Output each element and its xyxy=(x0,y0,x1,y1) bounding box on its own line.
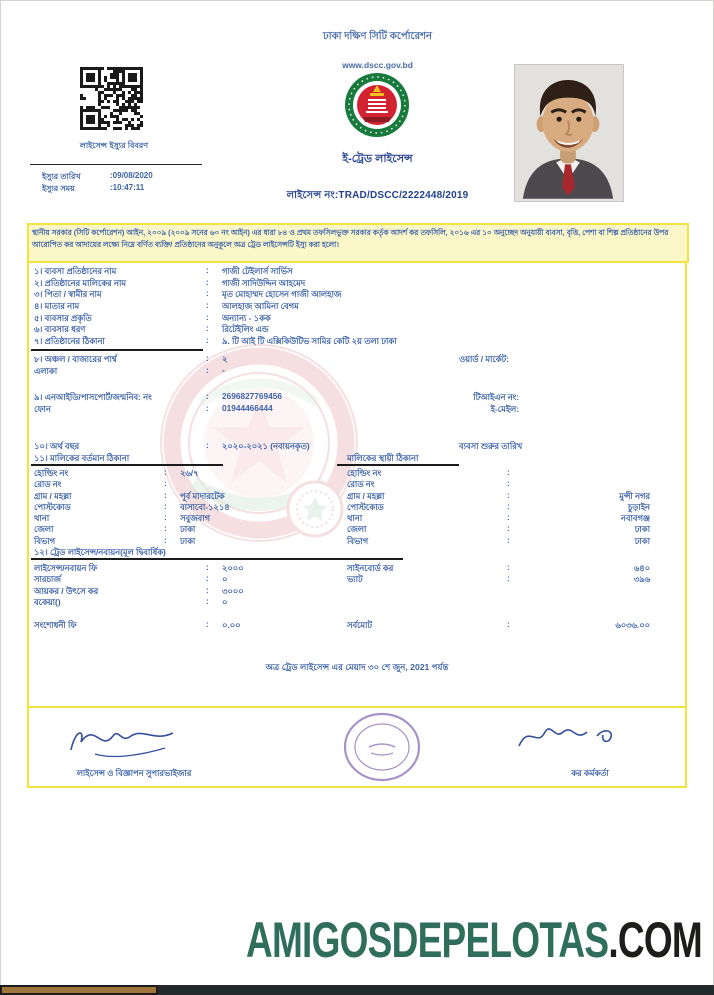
colon xyxy=(206,265,216,275)
colon xyxy=(206,391,216,401)
addr-value: নবাবগঞ্জ xyxy=(620,513,650,524)
zone-label: ৮। অঞ্চল / বাজারের পার্শ্ব xyxy=(34,354,117,364)
colon xyxy=(206,288,216,298)
addr-label: গ্রাম / মহল্লা xyxy=(34,490,72,501)
addr-label: জেলা xyxy=(34,524,54,535)
fee-value: ৩০০০ xyxy=(222,585,244,596)
colon xyxy=(507,490,517,500)
owner-photo xyxy=(514,64,624,202)
colon xyxy=(206,365,216,375)
colon xyxy=(164,512,174,522)
addr-label: হোল্ডিং নং xyxy=(347,468,382,478)
watermark-site-banner xyxy=(183,900,702,980)
issue-details xyxy=(42,171,212,195)
colon xyxy=(507,478,517,488)
addr-label: রোড নং xyxy=(34,479,62,490)
issue-divider xyxy=(30,164,202,165)
addr-label: বিভাগ xyxy=(34,535,56,546)
fee-value: ৬০৩৬.০০ xyxy=(615,619,650,630)
supervisor-signature xyxy=(61,720,181,762)
colon xyxy=(206,619,216,629)
field-label: ২। প্রতিষ্ঠানের মালিকের নাম xyxy=(34,277,126,288)
validity-statement: অত্র ট্রেড লাইসেন্স এর মেয়াদ ৩০ শে জুন, 2021 পর্যন্ত xyxy=(265,662,449,672)
form-row xyxy=(34,300,680,312)
zone-row xyxy=(34,353,680,376)
fee-value: ৬৪০ xyxy=(633,563,650,573)
tax-officer-signature xyxy=(513,720,623,758)
area-value: - xyxy=(222,364,225,375)
colon xyxy=(206,573,216,583)
issue-time-label: ইস্যুর সময় xyxy=(42,184,75,193)
fees-right-table xyxy=(347,562,652,630)
colon xyxy=(164,501,174,511)
business-info-rows xyxy=(34,265,680,347)
field-value: রিটেইলিং এন্ড xyxy=(222,324,269,335)
fee-value: ৩৯৬ xyxy=(633,574,650,585)
fee-label: লাইসেন্স/নবায়ন ফি xyxy=(34,563,98,573)
fees-left-table xyxy=(34,562,354,630)
fee-label: আয়কর / উৎসে কর xyxy=(34,585,99,596)
supervisor-title: লাইসেন্স ও বিজ্ঞাপন সুপারভাইজার xyxy=(76,768,192,778)
license-number-line xyxy=(220,188,535,205)
issue-date-value: :09/08/2020 xyxy=(110,171,153,180)
colon xyxy=(206,353,216,363)
colon xyxy=(507,619,517,629)
phone-label: ফোন xyxy=(34,403,51,414)
field-label: ৬। ব্যবসার ধরণ xyxy=(34,324,86,335)
form-row xyxy=(34,277,680,289)
colon xyxy=(507,535,517,545)
addr-value: ঢাকা xyxy=(634,524,650,535)
addr-value: ঢাকা xyxy=(180,535,196,546)
field-value: অন্যান্য - ১কক xyxy=(222,312,271,323)
form-row xyxy=(34,265,680,277)
addr-value: বাসাবো-১২১৪ xyxy=(180,501,230,512)
addr-value: পূর্ব মাদারটেক xyxy=(180,490,225,501)
addr-value: ২৬/৭ xyxy=(180,468,199,478)
addr-label: জেলা xyxy=(347,524,367,535)
heading-underline xyxy=(31,464,223,466)
field-label: ৪। মাতার নাম xyxy=(34,301,80,312)
legal-notice: স্থানীয় সরকার (সিটি কর্পোরেশন) আইন, ২০০৯ (২০০৯ সনের ৬০ নং আইন) এর ধারা ৮৪ ও প্রথম তফসিলভুক্ত সরকার কর্তৃক আদর্শ কর তফসিলি, ২০১৬ এর ১০ অনুচ্ছেদ অনুযায়ী ব্যবসা, বৃত্তি, পেশা বা শিল্প প্রতিষ্ঠানের উপর আরোপিত কর আদায়ের লক্ষ্যে নিম্নে বর্ণিত ব্যক্তি/ প্রতিষ্ঠানের অনুকূলে অত্র ট্রেড লাইসেন্সটি ইস্যু করা হলো। xyxy=(27,223,689,263)
corporation-name: ঢাকা দক্ষিণ সিটি কর্পোরেশন xyxy=(323,31,432,42)
colon xyxy=(164,467,174,477)
colon xyxy=(507,523,517,533)
colon xyxy=(206,562,216,572)
bottom-bar xyxy=(0,985,714,995)
official-stamp-icon xyxy=(341,711,423,783)
current-address-table xyxy=(34,467,334,546)
field-value: আলহাজ আমিনা বেগম xyxy=(222,301,299,312)
addr-value: সবুজবাগ xyxy=(180,513,210,524)
field-value: মৃত মোহাম্মদ হোসেন গাজী আলহাজ xyxy=(222,289,342,300)
email-label: ই-মেইল: xyxy=(490,403,519,414)
section-divider xyxy=(31,558,403,560)
dscc-logo-icon xyxy=(344,72,410,138)
fee-label: বকেয়া() xyxy=(34,596,61,607)
fee-label: সর্বমোট xyxy=(347,619,372,630)
addr-label: পোস্টকোড xyxy=(34,501,71,512)
zone-value: ২ xyxy=(222,354,228,364)
year-label: ১০। অর্থ বছর xyxy=(34,441,80,451)
colon xyxy=(206,300,216,310)
colon xyxy=(507,562,517,572)
phone-value: 01944466444 xyxy=(222,402,273,413)
field-label: ৩। পিতা / স্বামীর নাম xyxy=(34,289,102,300)
colon xyxy=(164,535,174,545)
permanent-address-table xyxy=(347,467,652,546)
addr-value: ঢাকা xyxy=(634,535,650,546)
issue-date-label: ইস্যুর তারিখ xyxy=(42,172,81,181)
colon xyxy=(206,277,216,287)
fee-label: সংশোধনী ফি xyxy=(34,620,77,631)
colon xyxy=(206,596,216,606)
issue-time-value: :10:47:11 xyxy=(110,183,145,192)
license-type-title: ই-ট্রেড লাইসেন্স xyxy=(342,153,413,165)
colon xyxy=(164,478,174,488)
area-label: এলাকা xyxy=(34,365,58,376)
nid-label: ৯। এনআইডি/পাসপোর্ট/জন্মনিব: নং xyxy=(34,392,152,402)
license-number-value: TRAD/DSCC/2222448/2019 xyxy=(338,190,469,201)
fiscal-year-row xyxy=(34,440,680,452)
license-number-label: লাইসেন্স নং: xyxy=(286,190,339,201)
form-row xyxy=(34,335,680,347)
business-start-label: ব্যবসা শুরুর তারিখ xyxy=(459,441,523,451)
colon xyxy=(507,512,517,522)
id-row xyxy=(34,391,680,414)
field-label: ৫। ব্যবসার প্রকৃতি xyxy=(34,312,92,323)
license-form xyxy=(27,261,687,708)
brand-tld: .COM xyxy=(608,912,702,968)
field-value: গাজী সাদিউদ্দিন আহমেদ xyxy=(222,277,306,288)
colon xyxy=(206,323,216,333)
current-address-heading: ১১। মালিকের বর্তমান ঠিকানা xyxy=(34,453,130,463)
field-value: ৯. টি আই টি এক্সিকিউটিভ সামির কেটি ২য় তলা ঢাকা xyxy=(222,336,397,347)
colon xyxy=(206,403,216,413)
colon xyxy=(507,501,517,511)
tin-label: টিআইএন নং: xyxy=(473,392,519,402)
bottom-bar-accent xyxy=(0,985,158,995)
ward-market-label: ওয়ার্ড / মার্কেট: xyxy=(459,354,509,364)
addr-label: পোস্টকোড xyxy=(347,501,384,512)
form-row xyxy=(34,323,680,335)
brand-name: AMIGOSDEPELOTAS xyxy=(245,912,609,968)
addr-value: মুন্সী নগর xyxy=(619,490,650,501)
addr-label: থানা xyxy=(34,513,50,524)
addr-label: হোল্ডিং নং xyxy=(34,468,69,478)
fee-value: ২০০০ xyxy=(222,563,244,573)
colon xyxy=(164,490,174,500)
website-url: www.dscc.gov.bd xyxy=(342,60,413,70)
fee-value: ০ xyxy=(222,596,228,607)
fee-label: ভ্যাট xyxy=(347,574,363,585)
colon xyxy=(507,467,517,477)
fee-value: ০ xyxy=(222,574,228,585)
addr-label: গ্রাম / মহল্লা xyxy=(347,490,385,501)
colon xyxy=(206,440,216,450)
section-divider xyxy=(31,349,203,351)
addr-label: রোড নং xyxy=(347,479,375,490)
field-label: ৭। প্রতিষ্ঠানের ঠিকানা xyxy=(34,336,105,347)
addr-label: থানা xyxy=(347,513,363,524)
signature-section xyxy=(27,706,687,788)
form-row xyxy=(34,312,680,324)
colon xyxy=(164,523,174,533)
tax-officer-title: কর কর্মকর্তা xyxy=(571,768,609,778)
fee-label: সারচার্জ xyxy=(34,574,61,585)
field-label: ১। ব্যবসা প্রতিষ্ঠানের নাম xyxy=(34,266,117,276)
colon xyxy=(507,573,517,583)
colon xyxy=(206,585,216,595)
qr-code xyxy=(80,67,143,130)
field-value: গাজী টেইলার্স সার্ভিস xyxy=(222,266,293,276)
fee-value: ০.০০ xyxy=(222,620,241,631)
addr-label: বিভাগ xyxy=(347,535,369,546)
qr-caption: লাইসেন্স ইস্যুর বিবরণ xyxy=(79,141,149,150)
colon xyxy=(206,335,216,345)
heading-underline xyxy=(337,464,459,466)
fee-label: সাইনবোর্ড কর xyxy=(347,563,394,573)
year-value: ২০২০-২০২১ (নবায়নকৃত) xyxy=(222,441,310,451)
addr-value: চুড়াইন xyxy=(627,501,650,512)
addr-value: ঢাকা xyxy=(180,524,196,535)
nid-value: 2696827769456 xyxy=(222,391,282,401)
form-row xyxy=(34,288,680,300)
fees-heading: ১২। ট্রেড লাইসেন্স/নবায়ন(মূল দ্বিবার্ষিক) xyxy=(34,547,166,557)
colon xyxy=(206,312,216,322)
permanent-address-heading: মালিকের স্থায়ী ঠিকানা xyxy=(347,453,419,463)
